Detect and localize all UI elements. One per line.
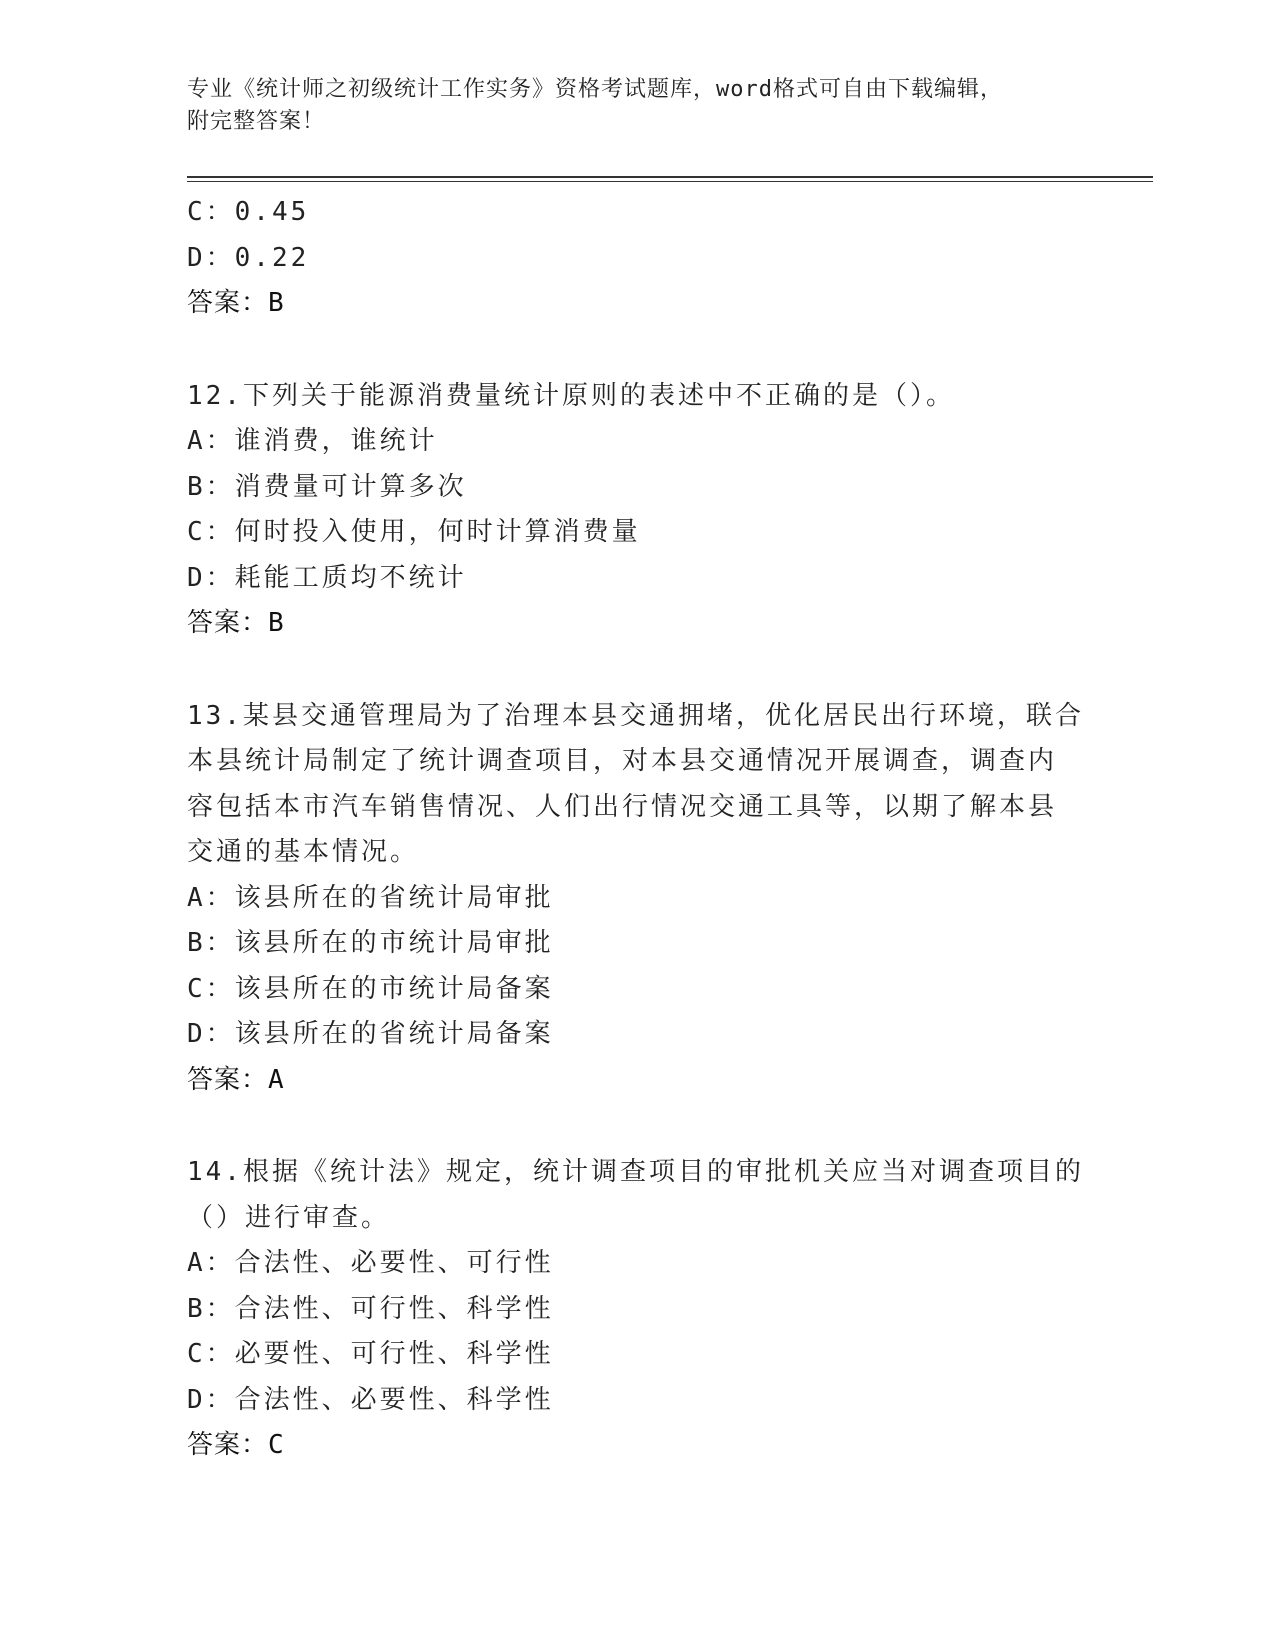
question-12	[187, 374, 1087, 647]
answer-line: 答案：A	[187, 1064, 285, 1095]
header-line-1: 专业《统计师之初级统计工作实务》资格考试题库，word格式可自由下载编辑，	[187, 77, 1003, 102]
spacer	[187, 1103, 1087, 1150]
question-stem: （）进行审查。	[187, 1202, 391, 1233]
option-d: D：该县所在的省统计局备案	[187, 1019, 554, 1049]
header-divider-thick	[187, 176, 1153, 178]
option-b: B：消费量可计算多次	[187, 471, 467, 502]
answer-line: 答案：B	[187, 608, 285, 638]
question-14	[187, 1150, 1087, 1469]
document-header	[187, 74, 1067, 138]
previous-question	[187, 190, 1087, 327]
question-stem: 13.某县交通管理局为了治理本县交通拥堵，优化居民出行环境，联合	[187, 700, 1084, 731]
question-stem: 容包括本市汽车销售情况、人们出行情况交通工具等，以期了解本县	[187, 791, 1058, 822]
option-c: C：必要性、可行性、科学性	[187, 1339, 554, 1369]
question-stem: 本县统计局制定了统计调查项目，对本县交通情况开展调查，调查内	[187, 746, 1058, 776]
question-stem: 12.下列关于能源消费量统计原则的表述中不正确的是（）。	[187, 380, 955, 411]
option-a: A：合法性、必要性、可行性	[187, 1248, 554, 1278]
option-b: B：合法性、可行性、科学性	[187, 1293, 554, 1324]
answer-line: 答案：B	[187, 288, 285, 318]
option-d: D：耗能工质均不统计	[187, 562, 467, 593]
document-body	[187, 190, 1087, 1469]
option-b: B：该县所在的市统计局审批	[187, 928, 554, 958]
question-stem: 14.根据《统计法》规定，统计调查项目的审批机关应当对调查项目的	[187, 1157, 1084, 1187]
spacer	[187, 647, 1087, 694]
option-a: A：谁消费，谁统计	[187, 426, 438, 456]
question-13	[187, 694, 1087, 1104]
spacer	[187, 327, 1087, 374]
header-line-2: 附完整答案！	[187, 109, 326, 134]
option-c: C：何时投入使用，何时计算消费量	[187, 517, 641, 547]
option-d: D：合法性、必要性、科学性	[187, 1384, 554, 1415]
question-stem: 交通的基本情况。	[187, 837, 420, 867]
option-d: D：0.22	[187, 242, 310, 273]
option-c: C：该县所在的市统计局备案	[187, 973, 554, 1004]
header-divider-thin	[187, 181, 1153, 182]
answer-line: 答案：C	[187, 1430, 285, 1460]
option-a: A：该县所在的省统计局审批	[187, 882, 554, 913]
option-c: C：0.45	[187, 197, 310, 227]
